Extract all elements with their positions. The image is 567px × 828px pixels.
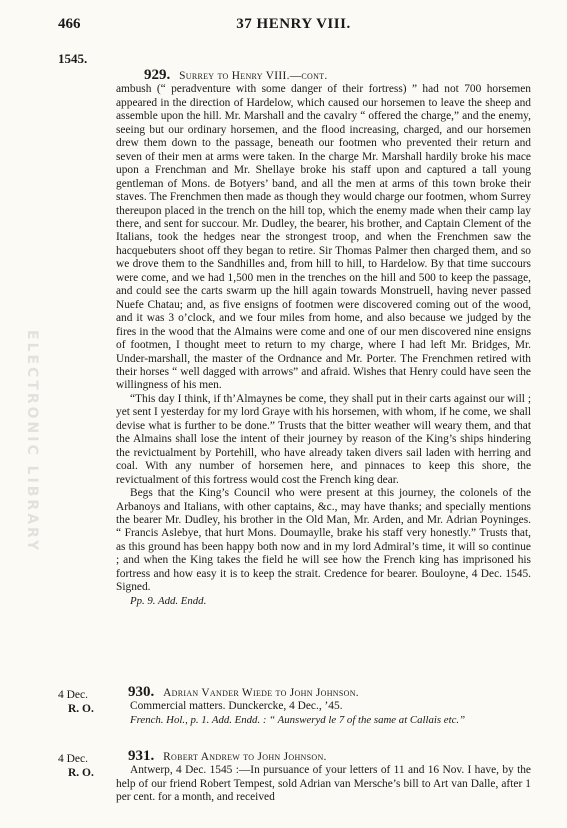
library-watermark: [8, 330, 38, 650]
entry-title: Surrey to Henry VIII.—cont.: [179, 70, 328, 82]
margin-930: [58, 688, 118, 716]
page-number: 466: [58, 16, 81, 32]
watermark-text: ELECTRONIC LIBRARY: [24, 330, 40, 554]
entry-date: 4 Dec.: [58, 753, 89, 765]
entry-931: [116, 750, 531, 805]
entry-number: 931.: [128, 748, 155, 764]
entry-note: French. Hol., p. 1. Add. Endd. : “ Aunsweryd le 7 of the same at Callais etc.”: [130, 713, 466, 726]
entry-title: Adrian Vander Wiede to John Johnson.: [163, 687, 359, 699]
entry-930: [116, 686, 531, 727]
entry-source: R. O.: [68, 703, 94, 715]
entry-number: 930.: [128, 684, 155, 700]
paragraph: Begs that the King’s Council who were present at this journey, the colonels of the Arbanoys and Italians, with other captains, &c., may have thanks; and specially mentions the bearer Mr. Dudley, his brother in the Old Man, Mr. Arden, and Mr. Adrian Poyninges. “ Francis Aslebye, that hurt Mons. Doumaylle, brake his staff very honestly.” Trusts that, as this ground has been happy both now and in my lord Admiral’s time, it will so continue ; and when the King takes the field he will see how the French king has imprisoned his fortress and how easy it is to keep the strait. Credence for bearer. Bouloyne, 4 Dec. 1545. Signed.: [116, 487, 531, 594]
year-marker: 1545.: [58, 51, 88, 66]
entry-931-heading: [116, 750, 531, 764]
entry-930-heading: [116, 686, 531, 700]
paragraph: ambush (“ peradventure with some danger of their fortress) ” had not 700 horsemen appeared in the direction of Hardelow, which caused our horsemen to leave the sheep and assemble upon the hill. Mr. Marshall and the cavalry “ offered the charge,” and the enemy, seeing but our ordinary horsemen, and the flood increasing, charged, and our horsemen drew them down to the passage, beneath our footmen who prevented their return and seven of their men at arms were taken. In the charge Mr. Marshall hardily broke his mace upon a Frenchman and Mr. Shellaye broke his staff upon and captured a tall young gentleman of Mons. de Botyers’ band, and all the men at arms of this town broke their staves. The Frenchmen then made as though they would charge our footmen, whom Surrey thereupon placed in the trench on the hill top, which the enemy made when their camp lay there, and sent for succour. Mr. Dudley, the bearer, his brother, and Captain Clement of the Italians, took the hedges near the strongest troop, and when the Frenchmen saw the hacquebuters shoot off they began to retire. Sir Thomas Palmer then charged them, and so we drove them to the Sandhilles and, from hill to hill, to Hardelow. By that time succours were come, and we had 1,500 men in the trenches on the hill and 500 to keep the passage, and could see the carts swarm up the hill again towards Monstruell, having never passed Nuefe Chatau; and, as five ensigns of footmen were discovered coming out of the wood, and it was 3 o’clock, and we four miles from home, and also because we judged by the fires in the wood that the Almains were come and one of our men discovered nine ensigns of footmen, I thought meet to return to my charge, where I had left Mr. Bridges, Mr. Under-marshall, the master of the Ordnance and Mr. Porter. The Frenchmen retired with their horses “ well dagged with arrows” and afraid. Wishes that Henry could have seen the willingness of his men.: [116, 83, 531, 392]
entry-number: 929.: [144, 67, 171, 83]
entry-date: 4 Dec.: [58, 689, 89, 701]
paragraph: “This day I think, if th’Almaynes be come, they shall put in their carts against our will ; yet sent I yesterday for my lord Graye with his horsemen, with whom, if he come, we shall devise what is further to be done.” Trusts that the bitter weather will weary them, and that the Almains shall lose the intent of their journey by reason of the King’s ships hindering the revictualment by Portehill, who have already taken divers sail laden with herring and coal. With any number of horsemen here, and pinnaces to keep this shore, the revictualment of this fortress would cost the French king dear.: [116, 392, 531, 486]
paragraph: Antwerp, 4 Dec. 1545 :—In pursuance of your letters of 11 and 16 Nov. I have, by the help of our friend Robert Tempest, sold Adrian van Mersche’s bill to Art van Dalle, after 1 per cent. for a month, and received: [116, 764, 531, 804]
running-title: 37 HENRY VIII.: [236, 16, 351, 32]
entry-title: Robert Andrew to John Johnson.: [163, 751, 327, 763]
paragraph: Commercial matters. Dunckercke, 4 Dec., ’45.: [130, 700, 343, 713]
entry-929: [116, 69, 531, 608]
entry-source: R. O.: [68, 767, 94, 779]
entry-929-heading: [116, 69, 531, 83]
entry-note: Pp. 9. Add. Endd.: [130, 594, 207, 607]
page-header: [58, 16, 529, 36]
margin-931: [58, 752, 118, 780]
